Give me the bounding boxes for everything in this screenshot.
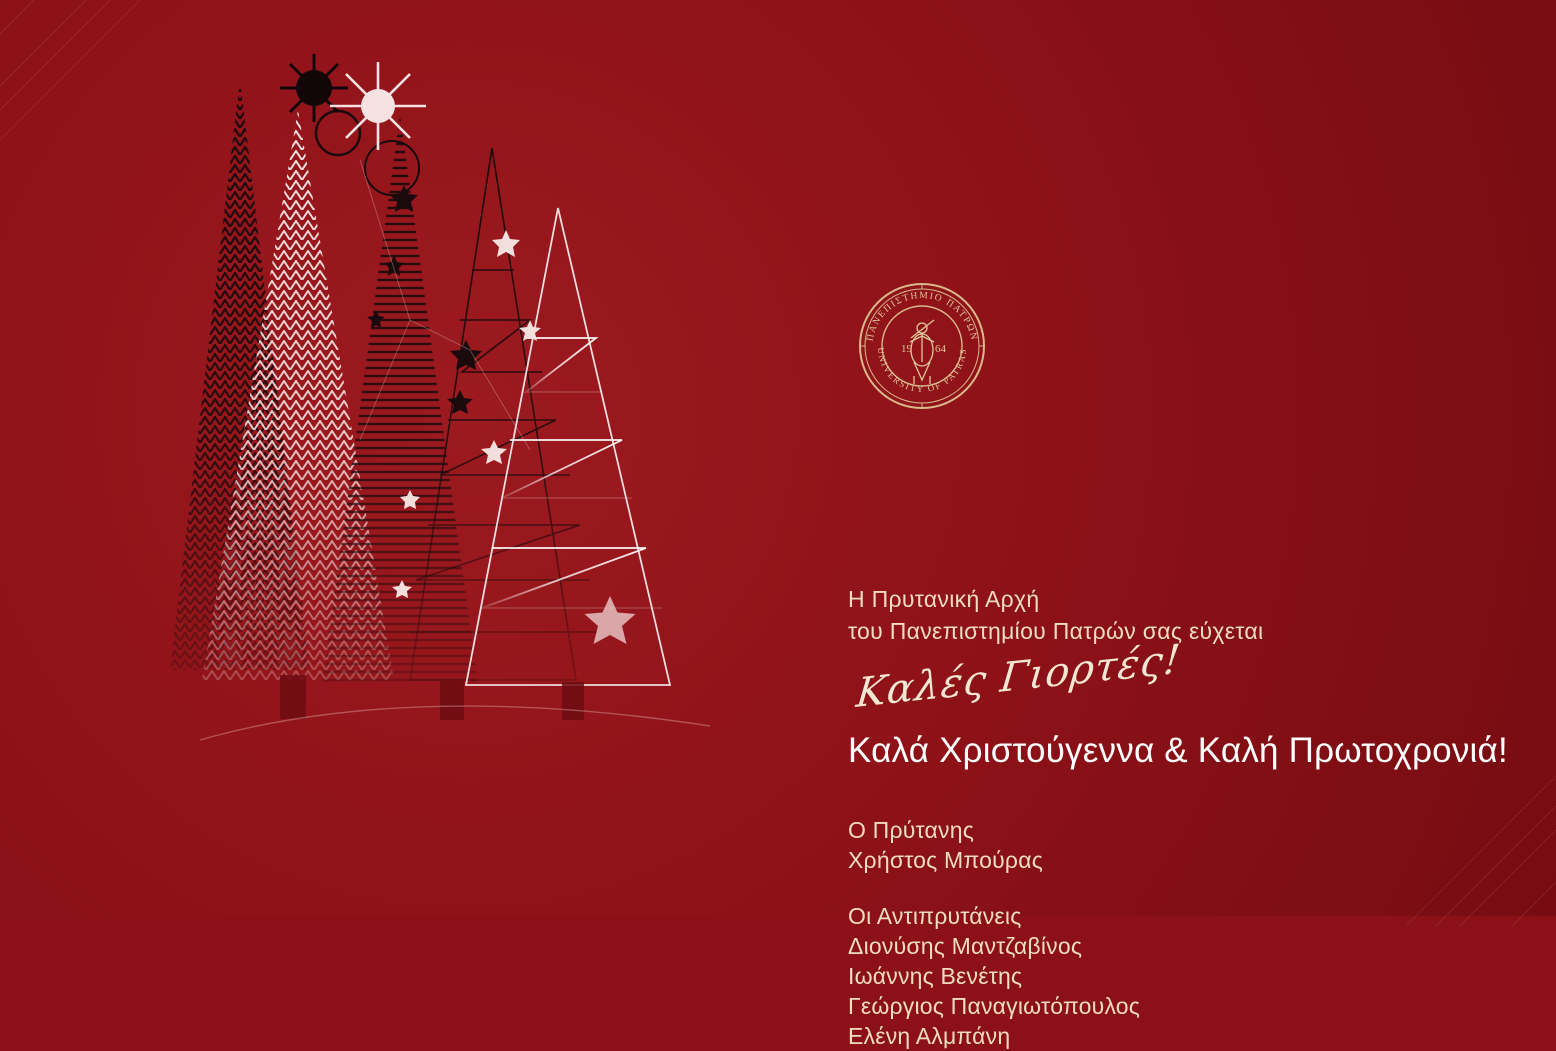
rector-title: Ο Πρύτανης: [848, 817, 974, 843]
vice-rector-name: Ελένη Αλμπάνη: [848, 1023, 1011, 1049]
greeting-line-2: του Πανεπιστημίου Πατρών σας εύχεται: [848, 618, 1264, 644]
script-greeting: [848, 636, 1488, 737]
main-wish: Καλά Χριστούγεννα & Καλή Πρωτοχρονιά!: [848, 731, 1508, 770]
signature-spacer: [848, 875, 1488, 901]
big-star: [585, 596, 636, 644]
seal-year-left: 19: [901, 343, 912, 355]
seal-year-right: 64: [935, 343, 946, 355]
burst-star-light: [330, 62, 426, 150]
greeting-line-1: Η Πρυτανική Αρχή: [848, 586, 1040, 612]
burst-star-dark: [280, 54, 348, 122]
university-of-patras-seal: [852, 276, 992, 416]
christmas-trees-illustration: [110, 20, 790, 780]
vice-rector-name: Γεώργιος Παναγιωτόπουλος: [848, 993, 1141, 1019]
seal-top-text: ΠΑΝΕΠΙΣΤΗΜΙΟ ΠΑΤΡΩΝ: [865, 290, 979, 343]
vice-rector-name: Διονύσης Μαντζαβίνος: [848, 933, 1083, 959]
seal-bottom-text: UNIVERSITY OF PATRAS: [875, 346, 969, 395]
rector-name: Χρήστος Μπούρας: [848, 847, 1043, 873]
script-greeting-text: Καλές Γιορτές!: [854, 636, 1184, 717]
greeting-block: [848, 583, 1508, 771]
signature-block: [848, 815, 1488, 1051]
vice-rector-name: Ιωάννης Βενέτης: [848, 963, 1023, 989]
vice-rectors-title: Οι Αντιπρυτάνεις: [848, 903, 1022, 929]
seal-figure: [910, 320, 934, 384]
message-column: [848, 276, 1508, 1051]
